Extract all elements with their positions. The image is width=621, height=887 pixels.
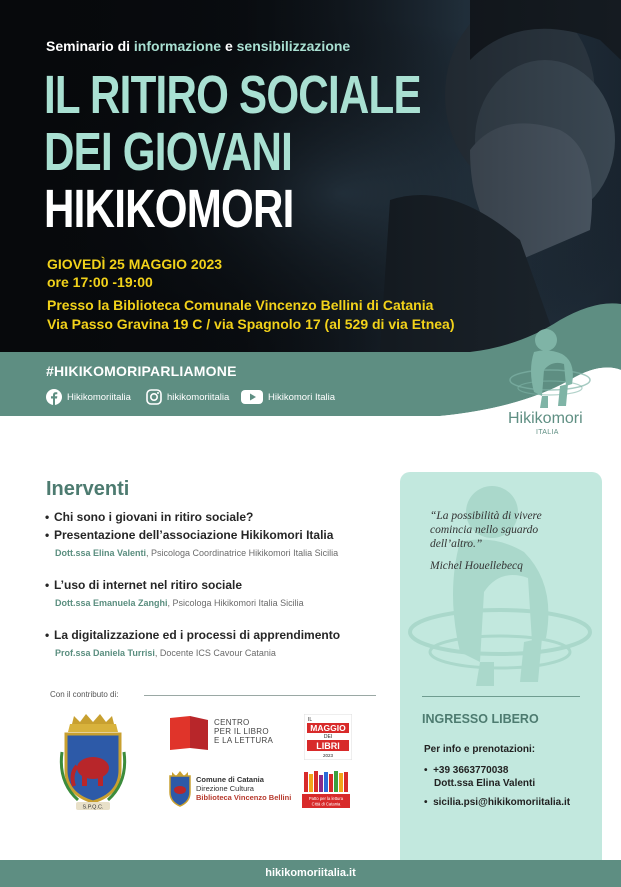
- quote-author: Michel Houellebecq: [430, 560, 523, 572]
- phone-number[interactable]: • +39 3663770038: [424, 765, 509, 776]
- maggio-dei-libri-logo: [304, 714, 352, 760]
- title-line-1: IL RITIRO SOCIALE: [44, 65, 421, 125]
- contact-name: Dott.ssa Elina Valenti: [434, 778, 536, 789]
- hashtag: #HIKIKOMORIPARLIAMONE: [46, 363, 237, 379]
- social-label: Hikikomori Italia: [268, 391, 336, 403]
- footer-website-link[interactable]: hikikomoriitalia.it: [265, 867, 356, 879]
- talk-item: • La digitalizzazione ed i processi di apprendimento: [45, 628, 341, 642]
- instagram-icon: [146, 389, 162, 405]
- talk-item: • Chi sono i giovani in ritiro sociale?: [45, 510, 254, 524]
- info-heading: Per info e prenotazioni:: [424, 744, 536, 755]
- event-date-block: [47, 255, 222, 291]
- logo-name: Hikikomori: [508, 410, 583, 427]
- book-icon: [168, 714, 210, 752]
- quote-line: “La possibilità di vivere: [430, 510, 542, 522]
- svg-text:IL: IL: [308, 717, 313, 723]
- svg-text:2023: 2023: [322, 753, 334, 758]
- svg-text:MAGGIO: MAGGIO: [310, 723, 346, 733]
- comune-line: Biblioteca Vincenzo Bellini: [196, 793, 292, 802]
- svg-text:Città di Catania: Città di Catania: [311, 801, 341, 807]
- seminar-subtitle: Seminario di informazione e sensibilizzazione: [46, 38, 351, 54]
- comune-line: Comune di Catania: [196, 775, 264, 784]
- quote-line: comincia nello sguardo: [430, 524, 539, 536]
- quote-line: dell’altro.”: [430, 538, 483, 550]
- contrib-label: Con il contributo di:: [50, 690, 119, 699]
- free-entry-label: INGRESSO LIBERO: [422, 712, 539, 726]
- social-label: Hikikomoriitalia: [67, 391, 131, 403]
- cepell-line: PER IL LIBRO: [214, 727, 269, 736]
- talk-item: • L’uso di internet nel ritiro sociale: [45, 578, 243, 592]
- location-line-1: Presso la Biblioteca Comunale Vincenzo Bellini di Catania: [47, 297, 434, 313]
- crest-icon: [168, 770, 192, 808]
- svg-text:DEI: DEI: [323, 734, 333, 740]
- speaker-line: Prof.ssa Daniela Turrisi, Docente ICS Cavour Catania: [55, 648, 276, 658]
- speaker-line: Dott.ssa Elina Valenti, Psicologa Coordinatrice Hikikomori Italia Sicilia: [55, 548, 339, 558]
- crest-motto: S.P.Q.C.: [82, 804, 104, 811]
- divider: [144, 695, 376, 696]
- title-line-2: DEI GIOVANI: [44, 122, 293, 182]
- social-instagram[interactable]: [146, 389, 229, 405]
- divider: [422, 696, 580, 697]
- social-youtube[interactable]: [241, 389, 335, 405]
- talk-item: • Presentazione dell’associazione Hikikomori Italia: [45, 528, 334, 542]
- comune-line: Direzione Cultura: [196, 784, 254, 793]
- comune-catania-logo: [168, 770, 298, 810]
- location-line-2: Via Passo Gravina 19 C / via Spagnolo 17 (al 529 di via Etnea): [47, 316, 455, 332]
- catania-crest-logo: [58, 712, 128, 812]
- event-time: ore 17:00 -19:00: [47, 274, 153, 290]
- cepell-line: E LA LETTURA: [214, 736, 274, 745]
- speaker-line: Dott.ssa Emanuela Zanghi, Psicologa Hikikomori Italia Sicilia: [55, 598, 304, 608]
- social-label: hikikomoriitalia: [167, 391, 230, 403]
- event-date: GIOVEDÌ 25 MAGGIO 2023: [47, 256, 223, 272]
- svg-text:LIBRI: LIBRI: [316, 741, 340, 751]
- patto-lettura-logo: [300, 770, 352, 810]
- title-line-3: HIKIKOMORI: [44, 179, 294, 239]
- cepell-line: CENTRO: [214, 718, 250, 727]
- youtube-icon: [241, 389, 263, 405]
- quote: [430, 509, 542, 551]
- facebook-icon: [46, 389, 62, 405]
- section-title: Inerventi: [46, 478, 130, 500]
- svg-text:Patto per la lettura: Patto per la lettura: [308, 796, 344, 801]
- contact-email[interactable]: • sicilia.psi@hikikomoriitalia.it: [424, 797, 571, 808]
- logo-sub: ITALIA: [536, 429, 559, 436]
- social-facebook[interactable]: [46, 389, 131, 405]
- cepell-logo: [168, 714, 288, 752]
